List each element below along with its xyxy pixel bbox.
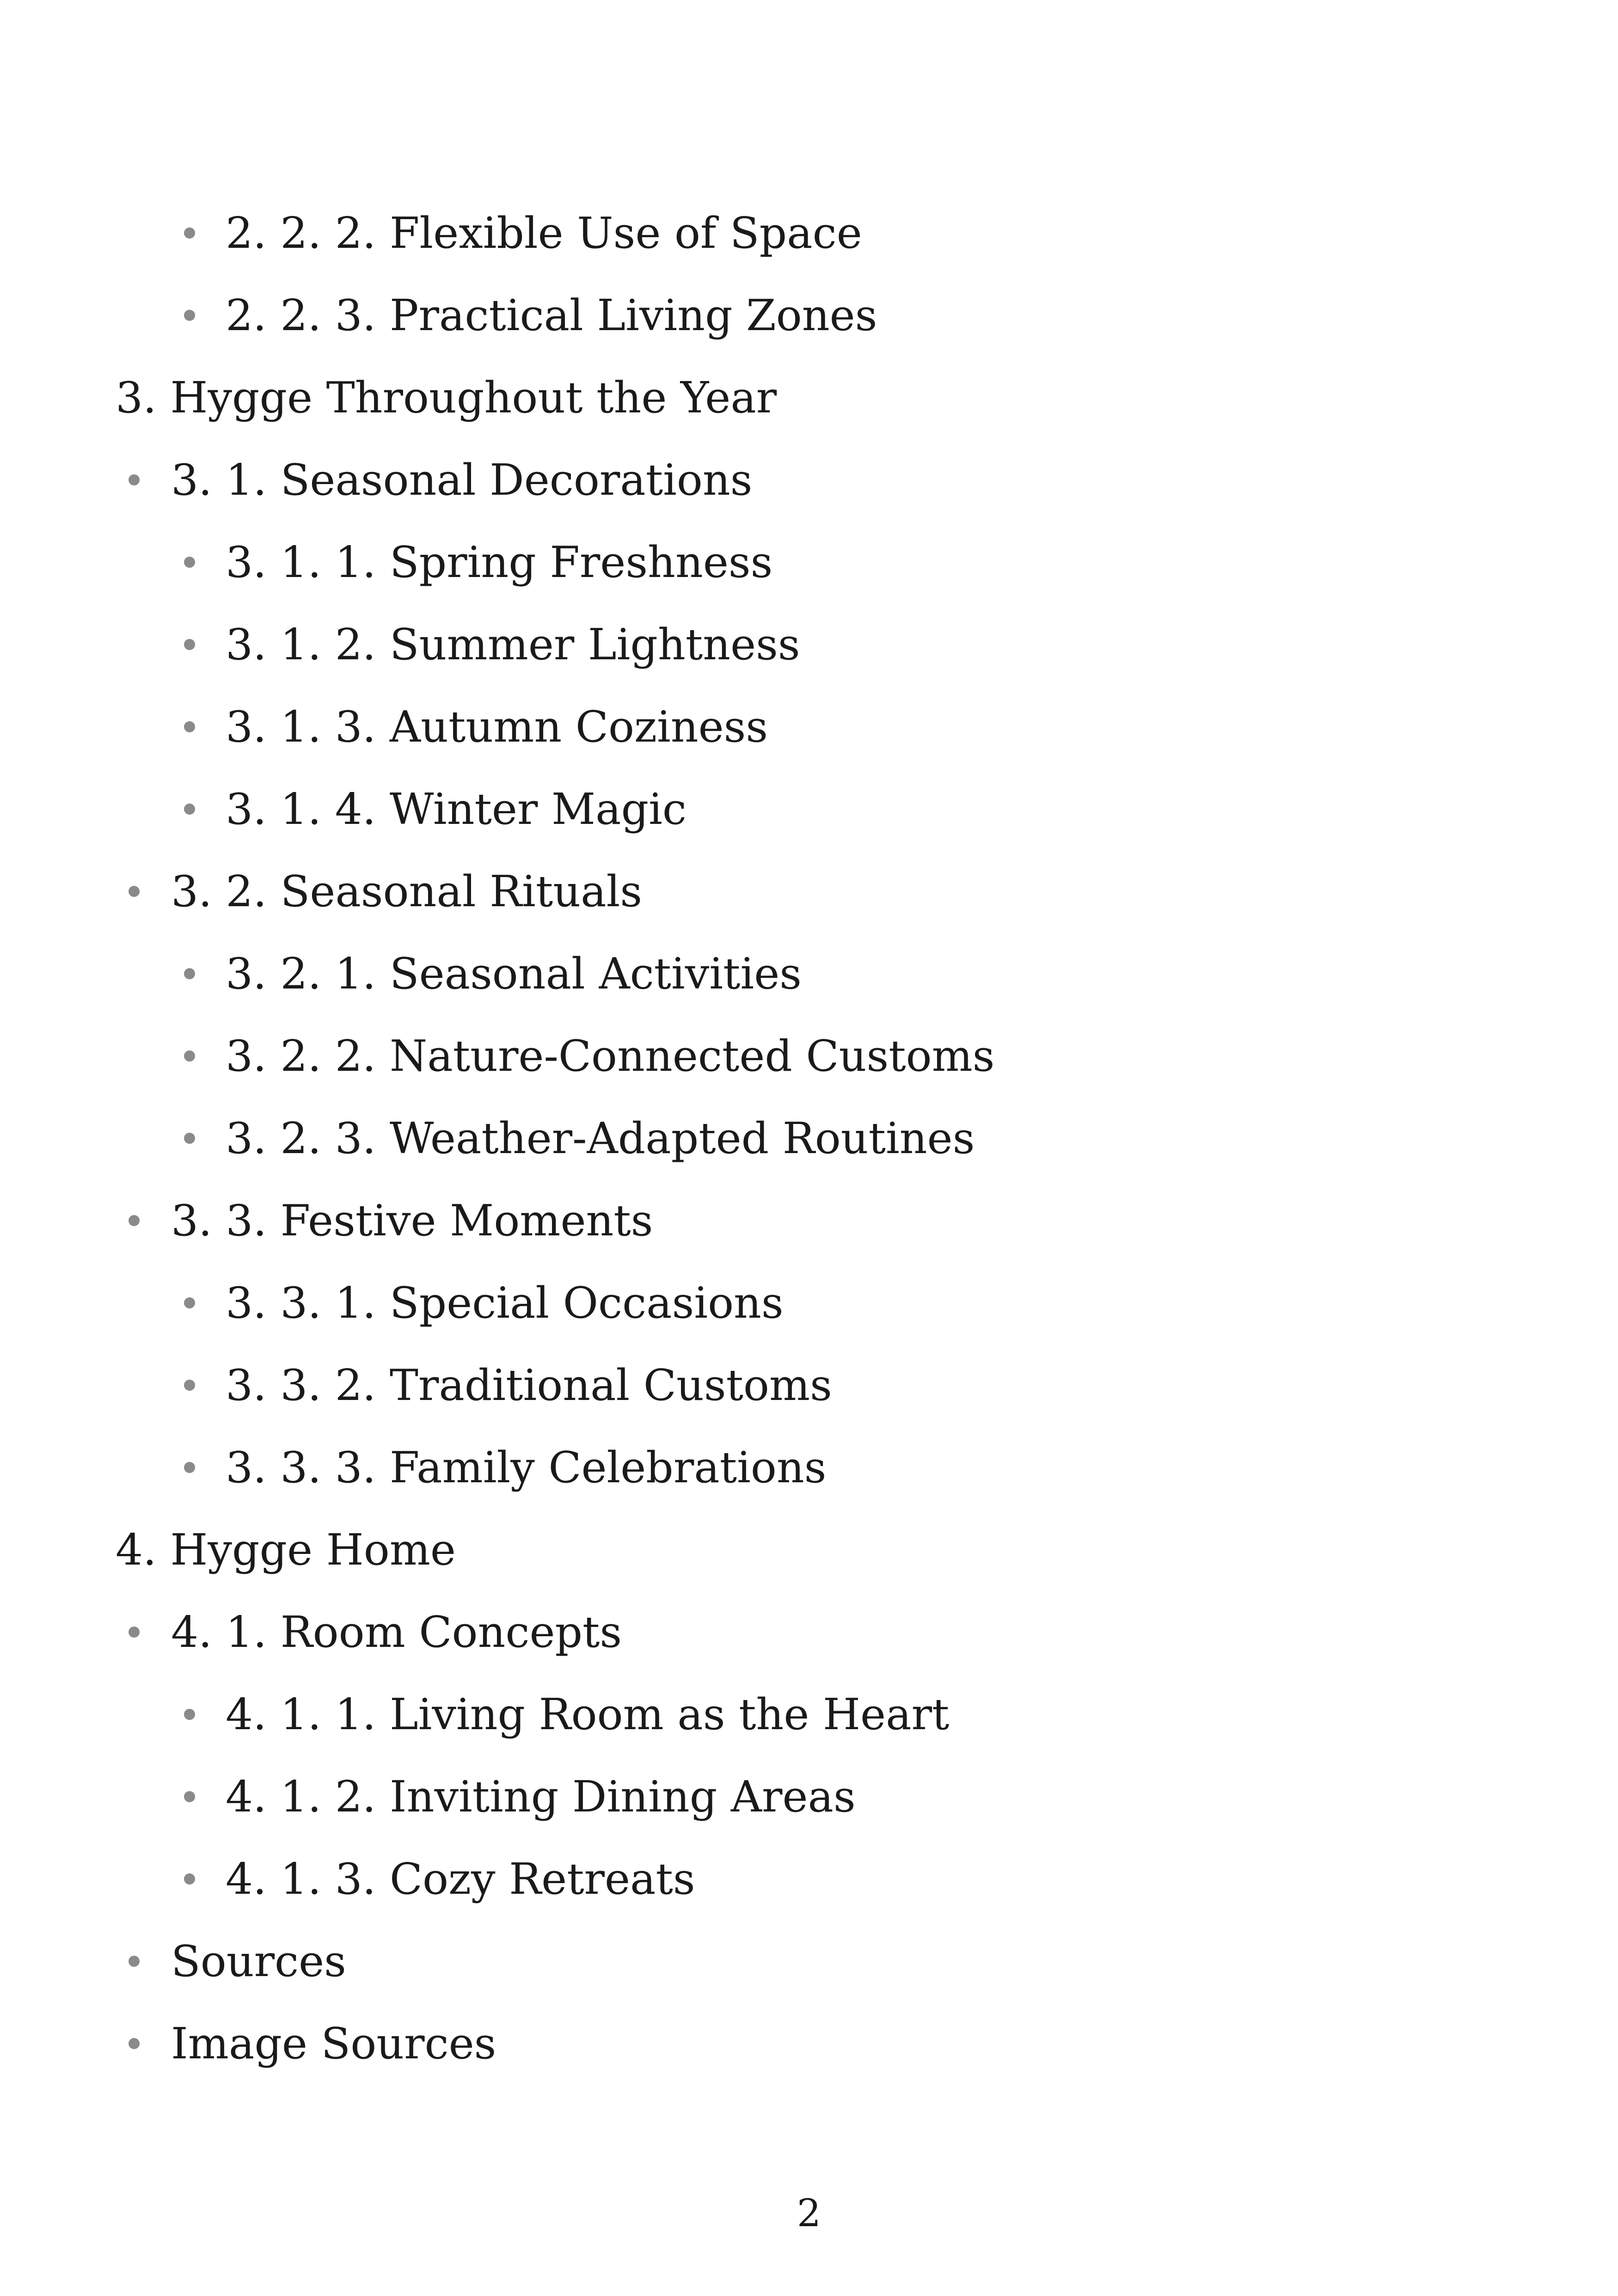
toc-entry-label: 3. 1. 1. Spring Freshness bbox=[226, 537, 773, 587]
bullet-icon bbox=[184, 1462, 195, 1473]
toc-entry-label: 3. 3. 3. Family Celebrations bbox=[226, 1442, 827, 1492]
toc-entry[interactable] bbox=[0, 933, 1618, 1015]
bullet-icon bbox=[129, 474, 140, 485]
bullet-icon bbox=[129, 1956, 140, 1967]
bullet-icon bbox=[129, 1215, 140, 1226]
bullet-icon bbox=[184, 1050, 195, 1062]
toc-entry-label: 4. 1. 1. Living Room as the Heart bbox=[226, 1689, 950, 1739]
toc-entry[interactable] bbox=[0, 1838, 1618, 1920]
toc-entry[interactable] bbox=[0, 1344, 1618, 1426]
toc-entry[interactable] bbox=[0, 1262, 1618, 1344]
toc-entry-label: 4. 1. 2. Inviting Dining Areas bbox=[226, 1771, 856, 1822]
toc-entry-label: 3. 3. 2. Traditional Customs bbox=[226, 1360, 832, 1410]
bullet-icon bbox=[184, 721, 195, 732]
toc-entry-label: 4. 1. 3. Cozy Retreats bbox=[226, 1854, 695, 1904]
toc-entry[interactable] bbox=[0, 1673, 1618, 1756]
toc-entry-label: 3. Hygge Throughout the Year bbox=[116, 372, 777, 423]
toc-entry-label: 4. Hygge Home bbox=[116, 1524, 456, 1575]
toc-entry[interactable] bbox=[0, 521, 1618, 603]
toc-entry-label: 3. 2. Seasonal Rituals bbox=[171, 866, 643, 916]
bullet-icon bbox=[184, 804, 195, 815]
toc-chapter-heading[interactable] bbox=[0, 1509, 1618, 1591]
toc-entry-label: Image Sources bbox=[171, 2018, 496, 2069]
toc-entry-label: 4. 1. Room Concepts bbox=[171, 1607, 622, 1657]
toc-entry[interactable] bbox=[0, 1426, 1618, 1509]
toc-entry[interactable] bbox=[0, 274, 1618, 356]
toc-entry-label: 3. 3. Festive Moments bbox=[171, 1195, 653, 1246]
toc-entry-label: Sources bbox=[171, 1936, 346, 1986]
toc-entry[interactable] bbox=[0, 603, 1618, 686]
bullet-icon bbox=[184, 1709, 195, 1720]
toc-chapter-heading[interactable] bbox=[0, 356, 1618, 439]
toc-entry[interactable] bbox=[0, 192, 1618, 274]
table-of-contents bbox=[0, 192, 1618, 2085]
toc-entry[interactable] bbox=[0, 1015, 1618, 1097]
toc-section[interactable] bbox=[0, 1591, 1618, 1673]
toc-entry-label: 3. 1. 3. Autumn Coziness bbox=[226, 701, 768, 752]
bullet-icon bbox=[184, 1873, 195, 1885]
bullet-icon bbox=[129, 886, 140, 897]
toc-entry[interactable] bbox=[0, 768, 1618, 850]
toc-entry-label: 2. 2. 3. Practical Living Zones bbox=[226, 290, 877, 340]
toc-entry-label: 3. 1. Seasonal Decorations bbox=[171, 454, 753, 505]
bullet-icon bbox=[184, 639, 195, 650]
toc-entry-label: 3. 3. 1. Special Occasions bbox=[226, 1277, 784, 1328]
toc-entry-label: 2. 2. 2. Flexible Use of Space bbox=[226, 208, 862, 258]
bullet-icon bbox=[129, 1627, 140, 1638]
bullet-icon bbox=[184, 1791, 195, 1802]
toc-entry-label: 3. 2. 2. Nature-Connected Customs bbox=[226, 1031, 995, 1081]
toc-section-image-sources[interactable] bbox=[0, 2002, 1618, 2085]
toc-section-sources[interactable] bbox=[0, 1920, 1618, 2002]
bullet-icon bbox=[184, 557, 195, 568]
toc-entry[interactable] bbox=[0, 1097, 1618, 1179]
toc-entry-label: 3. 2. 1. Seasonal Activities bbox=[226, 948, 802, 999]
toc-section[interactable] bbox=[0, 850, 1618, 933]
toc-entry[interactable] bbox=[0, 1756, 1618, 1838]
toc-section[interactable] bbox=[0, 439, 1618, 521]
toc-entry-label: 3. 2. 3. Weather-Adapted Routines bbox=[226, 1113, 975, 1163]
bullet-icon bbox=[184, 1380, 195, 1391]
toc-entry[interactable] bbox=[0, 686, 1618, 768]
toc-entry-label: 3. 1. 4. Winter Magic bbox=[226, 784, 686, 834]
bullet-icon bbox=[184, 968, 195, 979]
bullet-icon bbox=[184, 227, 195, 239]
toc-entry-label: 3. 1. 2. Summer Lightness bbox=[226, 619, 800, 669]
bullet-icon bbox=[184, 310, 195, 321]
bullet-icon bbox=[129, 2038, 140, 2049]
toc-section[interactable] bbox=[0, 1179, 1618, 1262]
bullet-icon bbox=[184, 1133, 195, 1144]
page-number: 2 bbox=[797, 2192, 821, 2235]
bullet-icon bbox=[184, 1297, 195, 1308]
